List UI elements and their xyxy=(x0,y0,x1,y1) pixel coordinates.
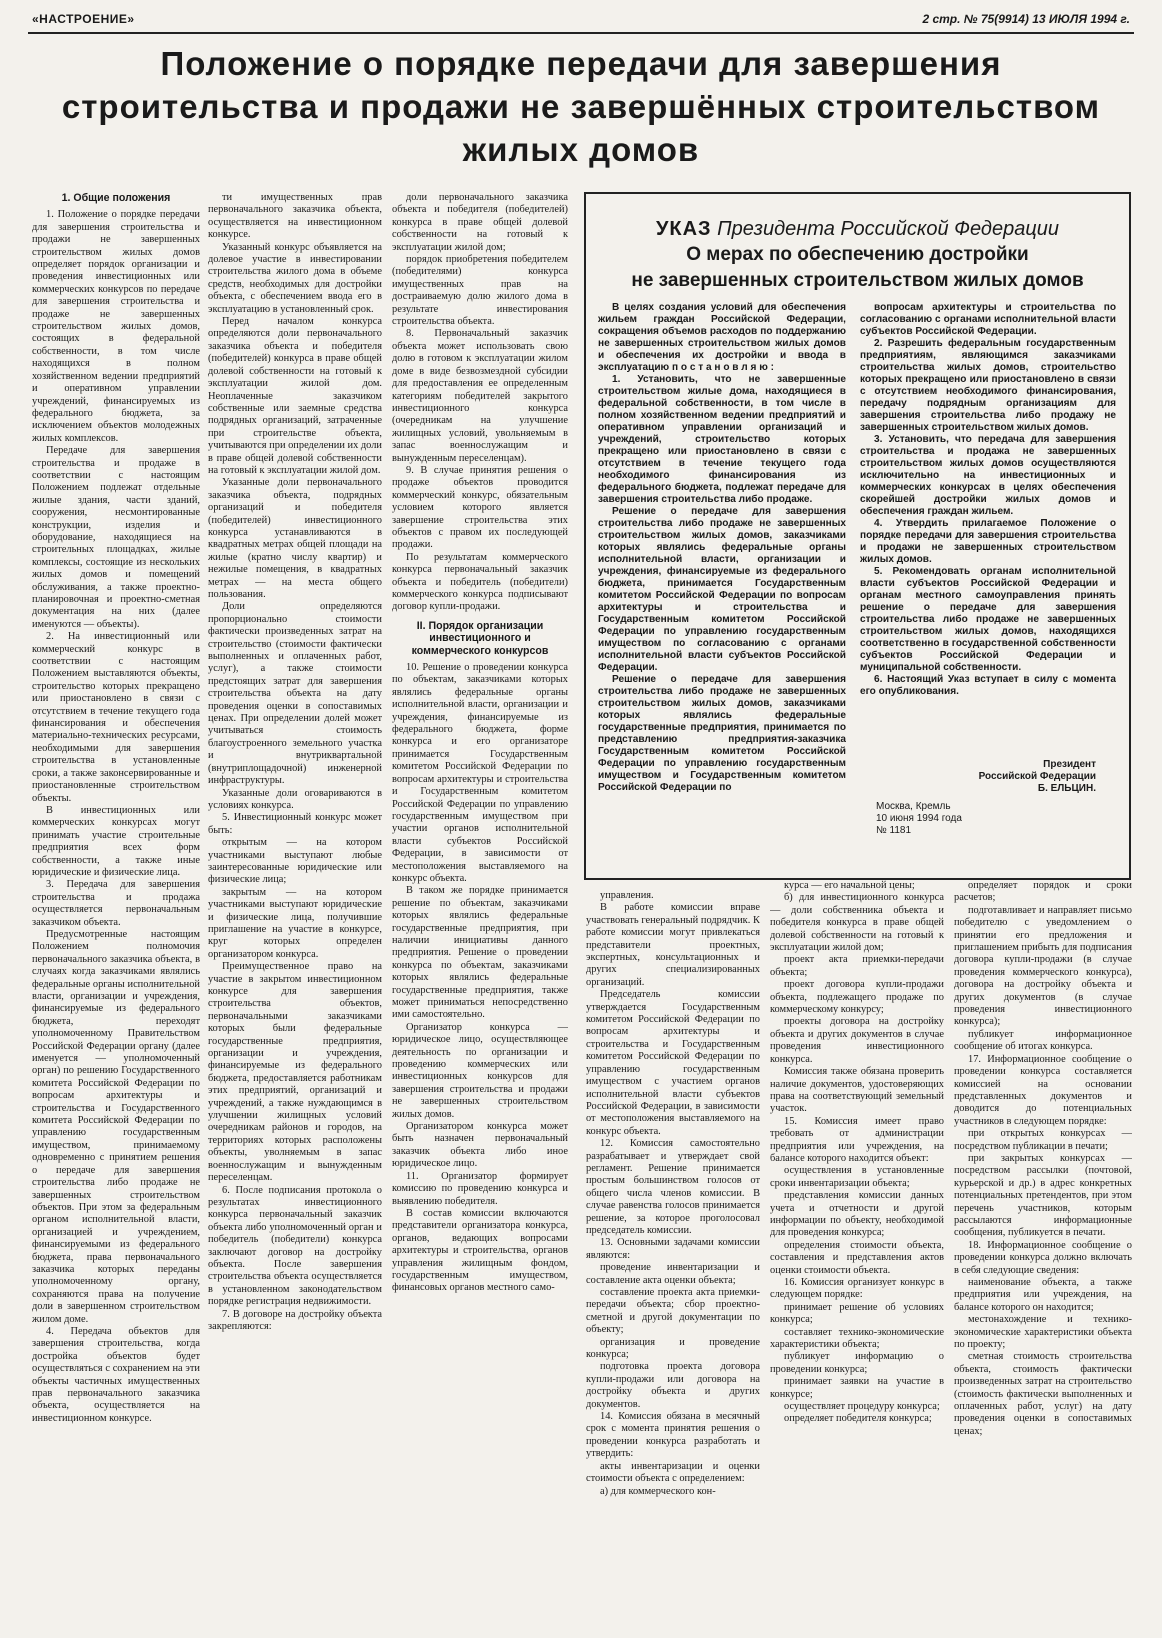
paragraph: 4. Передача объектов для завершения строительства, когда достройка объектов будет осуществляться с сохранением на эти объекты частичных имущественных прав первоначального заказчика объекта, осуществляется на инвестиционном конкурсе. xyxy=(32,1325,200,1424)
paragraph: проект акта приемки-передачи объекта; xyxy=(770,954,944,978)
paragraph: Решение о передаче для завершения строительства либо продаже не завершенных строительством жилых домов, заказчиками которых являлись федеральные государственные предприятия, принимается по представлению предприятия-заказчика Государственным комитетом Российской Федерации по управлению государственным имуществом и Государственным комитетом Российской Федерации по xyxy=(598,674,846,793)
article-column-3 xyxy=(392,192,568,1622)
paragraph: Организатор конкурса — юридическое лицо, осуществляющее деятельность по организации и проведению коммерческих или инвестиционных конкурсов для завершения строительства и продажи не завершенных строительством жилых домов. xyxy=(392,1021,568,1120)
paragraph: По результатам коммерческого конкурса первоначальный заказчик объекта и победитель (победители) коммерческого конкурса подписывают договор купли-продажи. xyxy=(392,551,568,613)
paragraph: организация и проведение конкурса; xyxy=(586,1336,760,1361)
paragraph: представления комиссии данных учета и отчетности и другой информации по объекту, необходимой для проведения конкурса; xyxy=(770,1190,944,1239)
paragraph: составление проекта акта приемки-передачи объекта; сбор проектно-сметной и другой документации по объекту; xyxy=(586,1287,760,1336)
article-column-5 xyxy=(770,880,944,1622)
signature-title: Президент xyxy=(1043,759,1096,770)
paragraph: осуществляет процедуру конкурса; xyxy=(784,1401,940,1413)
paragraph: В таком же порядке принимается решение по объектам, заказчиками которых являлись федеральные государственные предприятия, при наличии инициативы данного предприятия. Решение о проведении конкурса по объектам, заказчиками которых являлись федеральные государственные предприятия, также может приниматься непосредственно ими самостоятельно. xyxy=(392,885,568,1021)
paragraph: 17. Информационное сообщение о проведении конкурса составляется комиссией на основании представленных документов и доводится до потенциальных участников в следующем порядке: xyxy=(954,1053,1132,1127)
paragraph: В инвестиционных или коммерческих конкурсах могут принимать участие строительные предприятия всех форм собственности, а также иные юридические и физические лица. xyxy=(32,804,200,878)
paragraph: при открытых конкурсах — посредством публикации в печати; xyxy=(954,1128,1132,1152)
decree-word: УКАЗ xyxy=(655,218,712,240)
paragraph: 11. Организатор формирует комиссию по проведению конкурса и выявлению победителя. xyxy=(392,1170,568,1207)
paragraph: определения стоимости объекта, составления и представления актов оценки стоимости объекта. xyxy=(770,1239,944,1276)
paragraph: Организатором конкурса может быть назначен первоначальный заказчик объекта либо иное юридическое лицо. xyxy=(392,1121,568,1170)
paragraph: проекты договора на достройку объекта и других документов в случае проведения инвестиционного конкурса. xyxy=(770,1016,944,1065)
paragraph: Доли определяются пропорционально стоимости фактически произведенных затрат на строительство (стоимости фактически выполненных и оплаченных работ, услуг), а также стоимости предстоящих затрат для завершения строительства объекта на дату проведения оценки в сопоставимых ценах. При определении долей может учитываться стоимость благоустроенного земельного участка и внутриквартальной (внутриплощадочной) инженерной инфраструктуры. xyxy=(208,601,382,787)
paragraph: Указанные доли оговариваются в условиях конкурса. xyxy=(208,787,382,811)
paragraph: наименование объекта, а также предприятия или учреждения, на балансе которого он находится; xyxy=(954,1277,1132,1313)
paragraph: 6. Настоящий Указ вступает в силу с момента его опубликования. xyxy=(860,674,1116,697)
signature-name: Б. ЕЛЬЦИН. xyxy=(1037,783,1096,794)
paragraph: Указанный конкурс объявляется на долевое участие в инвестировании строительства жилого дома в объеме средств, необходимых для достройки объекта, с обеспечением ввода его в эксплуатацию в установленный срок. xyxy=(208,241,382,315)
paragraph: управления. xyxy=(600,890,654,901)
paragraph: открытым — на котором участниками выступают любые заинтересованные юридические или физические лица; xyxy=(208,837,382,886)
paragraph: 15. Комиссия имеет право требовать от администрации предприятия или учреждения, на балансе которого находится объект: xyxy=(770,1115,944,1164)
paragraph: 16. Комиссия организует конкурс в следующем порядке: xyxy=(770,1277,944,1301)
decree-number: № 1181 xyxy=(876,825,912,836)
paragraph: проект договора купли-продажи объекта, подлежащего продаже по коммерческому конкурсу; xyxy=(770,979,944,1016)
headline: Положение о порядке передачи для завершения строительства и продажи не завершённых строительством жилых домов xyxy=(61,45,1101,168)
article-column-4 xyxy=(586,890,760,1622)
decree-issuer: Президента Российской Федерации xyxy=(717,218,1060,240)
paragraph: Указанные доли первоначального заказчика объекта, подрядных организаций и победителя (победителей) инвестиционного конкурса устанавливаются в квадратных метрах общей площади на жилые (кратно числу квартир) и нежилые помещения, в квадратных метрах — на места общего пользования. xyxy=(208,477,382,600)
paragraph: б) для инвестиционного конкурса — доли собственника объекта и победителя конкурса в праве общей долевой собственности на готовый к эксплуатации жилой дом; xyxy=(770,892,944,954)
paragraph: принимает заявки на участие в конкурсе; xyxy=(770,1376,944,1400)
decree-title-line-1: О мерах по обеспечению достройки xyxy=(686,244,1029,265)
paragraph: В работе комиссии вправе участвовать генеральный подрядчик. К работе комиссии могут привлекаться представители проектных, экспертных, консультационных и других специализированных организаций. xyxy=(586,902,760,988)
paragraph: 13. Основными задачами комиссии являются: xyxy=(586,1237,760,1261)
paragraph: 12. Комиссия самостоятельно разрабатывает и утверждает свой регламент. Решение принимается простым большинством голосов от общего числа членов комиссии. В случае равенства голосов принимается решение, за которое проголосовал председатель комиссии. xyxy=(586,1138,760,1236)
paragraph: курса — его начальной цены; xyxy=(784,880,915,891)
paragraph: принимает решение об условиях конкурса; xyxy=(770,1301,944,1326)
paragraph: 10. Решение о проведении конкурса по объектам, заказчиками которых являлись федеральные органы исполнительной власти, организации и учреждения, финансируемые из федерального бюджета, форме конкурса и его организаторе принимается Государственным комитетом Российской Федерации по вопросам архитектуры и строительства и Государственным комитетом Российской Федерации по управлению государственным имуществом при участии органов исполнительной власти субъектов Российской Федерации, в зависимости от местоположения выставляемого на конкурс объекта. xyxy=(392,662,568,884)
paragraph: 4. Утвердить прилагаемое Положение о порядке передачи для завершения строительства и продажи не завершенных строительством жилых домов. xyxy=(860,518,1116,565)
paragraph: 2. Разрешить федеральным государственным предприятиям, являющимся заказчиками строительства жилых домов, строительство которых прекращено или приостановлено в связи с отсутствием необходимого финансирования, передачу подрядным организациям для завершения строительства либо продажу не завершенных строительством жилых домов. xyxy=(860,338,1116,433)
paragraph: определяет победителя конкурса; xyxy=(784,1413,932,1425)
paragraph: при закрытых конкурсах — посредством рассылки (почтовой, курьерской и др.) в адрес конкретных потенциальных претендентов, при этом перечень участников, которым рассылаются информационные сообщения, публикуется в печати. xyxy=(954,1152,1132,1239)
paragraph: 7. В договоре на достройку объекта закрепляются: xyxy=(208,1308,382,1332)
paragraph: проведение инвентаризации и составление акта оценки объекта; xyxy=(586,1262,760,1286)
paragraph: В состав комиссии включаются представители организатора конкурса, органов, ведающих вопросами архитектуры и строительства, органов управления жилищным фондом, государственным имуществом, финансовых органов местного само- xyxy=(392,1207,568,1294)
paragraph: составляет технико-экономические характеристики объекта; xyxy=(770,1326,944,1351)
article-column-2 xyxy=(208,192,382,1622)
paragraph: 1. Установить, что не завершенные строительством жилые дома, находящиеся в федеральной собственности, в том числе в полном хозяйственном ведении предприятий и оперативном управлении организаций и учреждений, строительство которых прекращено или приостановлено в связи с отсутствием в течение текущего года необходимого финансирования из федерального бюджета, подлежат передаче для завершения строительства либо продаже. xyxy=(598,374,846,505)
paragraph: доли первоначального заказчика объекта и победителя (победителей) конкурса в праве общей долевой собственности на готовый к эксплуатации жилой дом; xyxy=(392,192,568,253)
paragraph: 5. Инвестиционный конкурс может быть: xyxy=(208,812,382,836)
paragraph: а) для коммерческого кон- xyxy=(600,1485,716,1497)
article-column-6 xyxy=(954,880,1132,1622)
paragraph: 1. Положение о порядке передачи для завершения строительства и продажи не завершенных строительством жилых домов определяет порядок организации и проведения инвестиционных или коммерческих конкурсов по передаче для завершения строительства и продаже не завершенных строительством жилых домов, состоящих в федеральной собственности, в том числе находящихся в полном хозяйственном ведении предприятий и оперативном управлении учреждений, финансируемых из федерального бюджета, за исключением объектов молодежных жилых комплексов. xyxy=(32,209,200,444)
decree-column-right xyxy=(860,302,1116,754)
decree-header xyxy=(596,216,1119,294)
paragraph: 18. Информационное сообщение о проведении конкурса должно включать в себя следующие сведения: xyxy=(954,1239,1132,1276)
paragraph: 2. На инвестиционный или коммерческий конкурс в соответствии с настоящим Положением выставляются объекты, строительство которых прекращено или приостановлено в связи с отсутствием в течение текущего года финансирования и обеспечения материально-технических ресурсами, необходимыми для завершения строительства в установленные сроки, а также законсервированные и приостановленные строительством объекты. xyxy=(32,631,200,804)
paragraph: Передаче для завершения строительства и продаже в соответствии с настоящим Положением подлежат отдельные жилые здания, части зданий, сооружения, несмонтированные конструкции, изделия и оборудование, находящиеся на строительных площадках, жилые комплексы, состоящие из нескольких жилых домов и помещений обслуживания, а также проектно-планировочная и проектно-сметная документация на них (далее именуются — объекты). xyxy=(32,445,200,630)
signature-place: Москва, Кремль xyxy=(876,801,951,812)
paragraph: публикует информацию о проведении конкурса; xyxy=(770,1351,944,1375)
article-column-1 xyxy=(32,192,200,1622)
newspaper-name: «НАСТРОЕНИЕ» xyxy=(32,12,135,26)
section-heading-1: 1. Общие положения xyxy=(61,192,171,204)
decree-column-left xyxy=(598,302,846,872)
paragraph: ти имущественных прав первоначального заказчика объекта, осуществляется на инвестиционном конкурсе. xyxy=(208,192,382,241)
paragraph: 9. В случае принятия решения о продаже объектов проводится коммерческий конкурс, обязательным условием которого является завершение строительства этих объектов с правом их последующей продажи. xyxy=(392,464,568,551)
issue-info: 2 стр. № 75(9914) 13 ИЮЛЯ 1994 г. xyxy=(922,12,1130,26)
decree-title-line-2: не завершенных строительством жилых домов xyxy=(631,270,1084,291)
paragraph: Решение о передаче для завершения строительства либо продаже не завершенных строительством жилых домов, заказчиками которых являлись федеральные органы исполнительной власти, организации и учреждения, финансируемые из федерального бюджета, принимается Государственным комитетом Российской Федерации по вопросам архитектуры и строительства и Государственным комитетом Российской Федерации по управлению государственным имуществом по согласованию с органами исполнительной власти субъектов Российской Федерации. xyxy=(598,506,846,673)
signature-date: 10 июня 1994 года xyxy=(876,813,962,824)
decree-box xyxy=(584,192,1131,880)
paragraph: 3. Установить, что передача для завершения строительства и продажа не завершенных строительством жилых домов осуществляются исключительно на инвестиционных и коммерческих конкурсах в целях обеспечения скорейшей достройки жилых домов и обеспечения граждан жильем. xyxy=(860,434,1116,517)
paragraph: Перед началом конкурса определяются доли первоначального заказчика объекта и победителя (победителей) конкурса в праве общей долевой собственности на готовый к эксплуатации жилой дом. Неоплаченные заказчиком собственные или заемные средства подрядных организаций, затраченные при строительстве объекта, учитываются при определении их доли в праве общей долевой собственности на готовый к эксплуатации жилой дом. xyxy=(208,316,382,476)
paragraph: Председатель комиссии утверждается Государственным комитетом Российской Федерации по вопросам архитектуры и строительства и Государственным комитетом Российской Федерации по управлению государственным имуществом с участием органов исполнительной власти субъектов Российской Федерации, в зависимости от местоположения выставляемого на конкурс объекта. xyxy=(586,989,760,1137)
paragraph: порядок приобретения победителем (победителями) конкурса имущественных прав на достраиваемую долю жилого дома в результате инвестирования строительства объекта. xyxy=(392,254,568,328)
paragraph: определяет порядок и сроки расчетов; xyxy=(954,880,1132,904)
paragraph: 8. Первоначальный заказчик объекта может использовать свою долю в готовом к эксплуатации жилом доме в виде безвозмездной субсидии для предоставления ее определенным категориям победителей закрытого инвестиционного конкурса (очередникам на улучшение жилищных условий, увольняемым в запас военнослужащим и вынужденным переселенцам). xyxy=(392,328,568,464)
paragraph: В целях создания условий для обеспечения жильем граждан Российской Федерации, сокращения объемов расходов по поддержанию не завершенных строительством жилых домов и обеспечения их достройки и ввода в эксплуатацию п о с т а н о в л я ю : xyxy=(598,302,846,373)
paragraph: публикует информационное сообщение об итогах конкурса. xyxy=(954,1028,1132,1053)
paragraph: закрытым — на котором участниками выступают юридические и физические лица, получившие приглашение на участие в конкурсе, круг которых определен организатором конкурса. xyxy=(208,886,382,960)
signature-title-2: Российской Федерации xyxy=(978,771,1096,782)
signature-block xyxy=(876,759,1096,837)
paragraph: 3. Передача для завершения строительства и продажа осуществляется первоначальным заказчиком объекта. xyxy=(32,879,200,928)
paragraph: 5. Рекомендовать органам исполнительной власти субъектов Российской Федерации и органам местного самоуправления принять решение о передаче для завершения строительства либо продаже не завершенных строительством жилых домов, находящихся соответственно в государственной собственности субъектов Российской Федерации и муниципальной собственности. xyxy=(860,566,1116,673)
paragraph: Предусмотренные настоящим Положением полномочия первоначального заказчика объекта, в случаях когда заказчиками являлись федеральные органы исполнительной власти, организации и учреждения, финансируемые из федерального бюджета, переходят уполномоченному Правительством Российской Федерации органу (далее именуется — уполномоченный орган) по решению Государственного комитета Российской Федерации по вопросам архитектуры и строительства и Государственного комитета Российской Федерации по управлению государственным имуществом, принимаемому одновременно с принятием решения о передаче для завершения строительства либо продаже не завершенных строительством объектов. При этом за федеральным органом исполнительной власти, организацией и учреждением, финансируемыми из федерального бюджета, права первоначального заказчика которых переданы уполномоченному органу, сохраняются права на получение доли в завершенном строительством жилом доме. xyxy=(32,928,200,1325)
paragraph: Преимущественное право на участие в закрытом инвестиционном конкурсе для завершения строительства объектов, первоначальными заказчиками которых были федеральные государственные предприятия, организации и учреждения, финансируемые из федерального бюджета, предоставляется работникам этих предприятий, организаций и учреждений, а также нуждающимся в улучшении жилищных условий очередникам районов и городов, на территориях которых расположены объекты, уволняемым в запас военнослужащим и вынужденным переселенцам. xyxy=(208,961,382,1184)
paragraph: осуществления в установленные сроки инвентаризации объекта; xyxy=(770,1165,944,1189)
section-heading-2: II. Порядок организации инвестиционного и коммерческого конкурсов xyxy=(411,619,549,657)
paragraph: 14. Комиссия обязана в месячный срок с момента принятия решения о проведении конкурса разработать и утвердить: xyxy=(586,1411,760,1460)
paragraph: подготавливает и направляет письмо победителю с уведомлением о принятии его предложения и приглашением прибыть для подписания договора купли-продажи (в случае проведения коммерческого конкурса), договора на достройку объекта и других документов (в случае проведения инвестиционного конкурса); xyxy=(954,904,1132,1028)
paragraph: местонахождение и технико-экономические характеристики объекта по проекту; xyxy=(954,1314,1132,1351)
paragraph: Комиссия также обязана проверить наличие документов, удостоверяющих права на соответствующий земельный участок. xyxy=(770,1066,944,1115)
paragraph: акты инвентаризации и оценки стоимости объекта с определением: xyxy=(586,1460,760,1485)
masthead xyxy=(28,10,1134,34)
paragraph: подготовка проекта договора купли-продажи или договора на достройку объекта и других документов. xyxy=(586,1361,760,1410)
paragraph: сметная стоимость строительства объекта, стоимость фактически произведенных затрат на строительство (стоимость фактически выполненных и оплаченных работ, услуг) на дату проведения оценки в сопоставимых ценах; xyxy=(954,1351,1132,1437)
paragraph: 6. После подписания протокола о результатах инвестиционного конкурса первоначальный заказчик объекта либо уполномоченный орган и победитель (победители) конкурса заключают договор на достройку объекта. После завершения строительства объекта осуществляется в установленном законодательством порядке регистрация недвижимости. xyxy=(208,1184,382,1308)
paragraph: вопросам архитектуры и строительства по согласованию с органами исполнительной власти субъектов Российской Федерации. xyxy=(860,302,1116,337)
